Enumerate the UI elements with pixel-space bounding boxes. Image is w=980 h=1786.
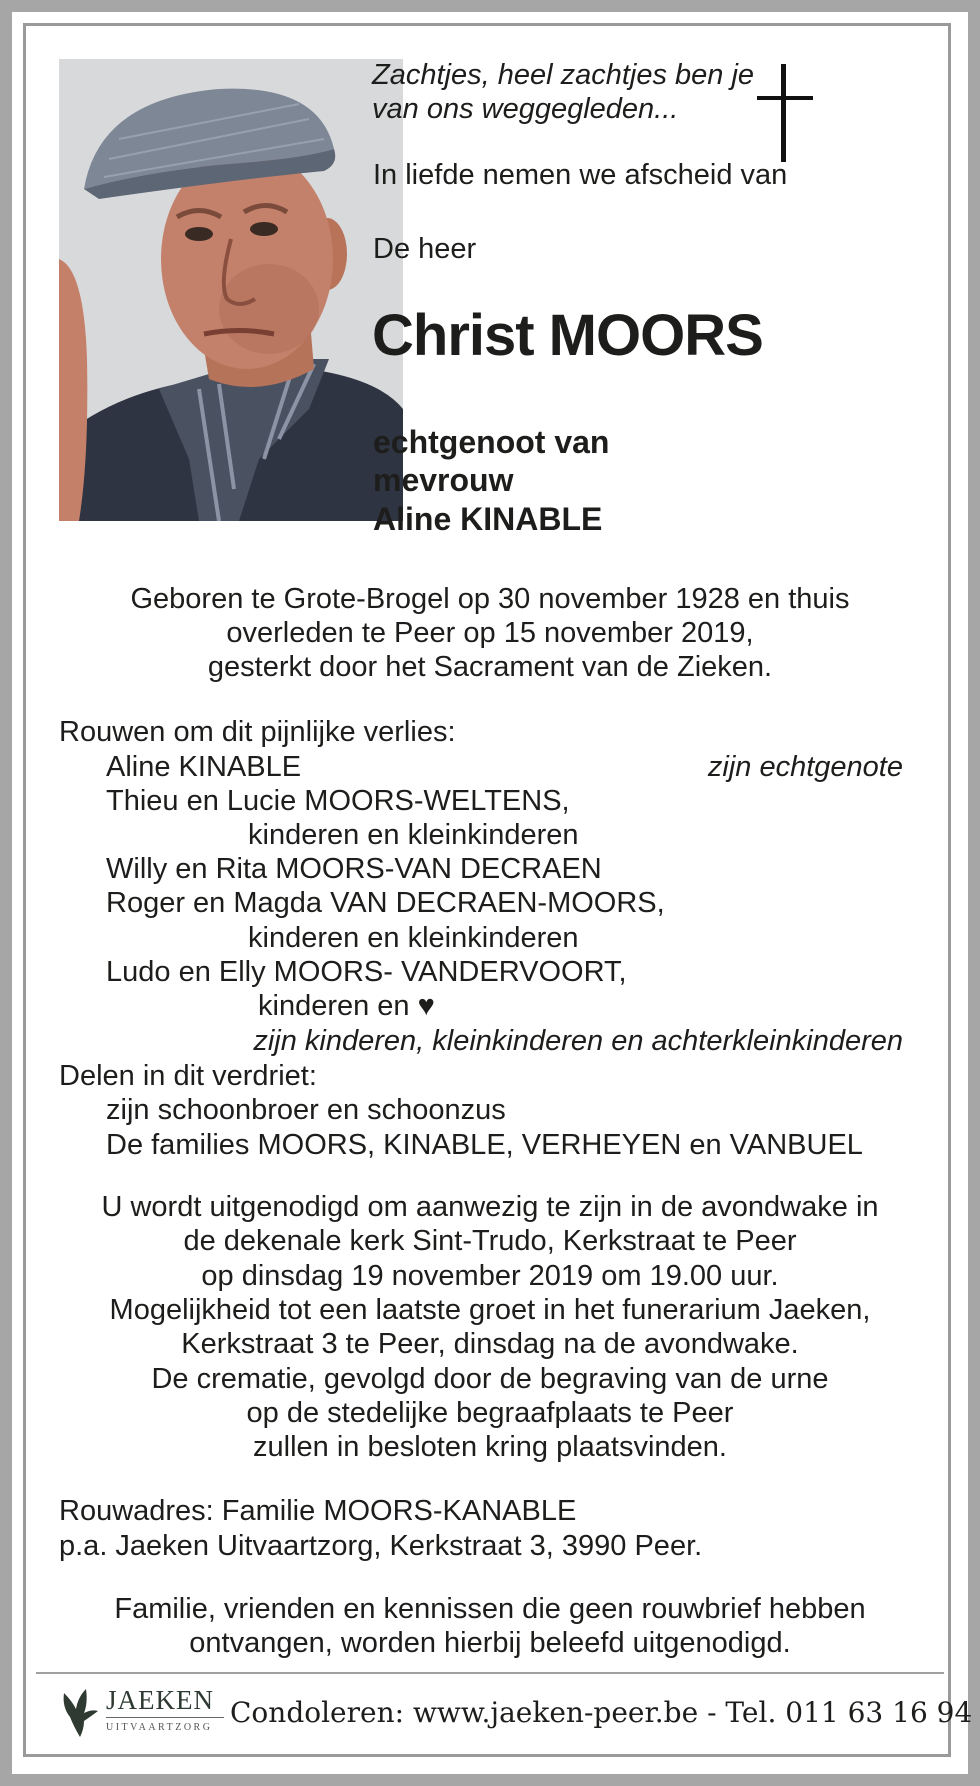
dove-icon	[60, 1687, 100, 1739]
logo-subtitle: UITVAARTZORG	[106, 1722, 213, 1733]
logo-name: JAEKEN	[106, 1685, 214, 1715]
footer-divider	[36, 1672, 944, 1674]
mourner-family-2: Willy en Rita MOORS-VAN DECRAEN	[106, 853, 602, 885]
ceremony-line-3: op dinsdag 19 november 2019 om 19.00 uur.	[201, 1260, 779, 1292]
mourner-family-3-sub: kinderen en kleinkinderen	[248, 922, 579, 954]
ceremony-line-6: De crematie, gevolgd door de begraving van de urne	[151, 1363, 829, 1395]
deceased-name: Christ MOORS	[372, 303, 763, 368]
mourners-heading: Rouwen om dit pijnlijke verlies:	[59, 716, 456, 748]
poem-line-2: van ons weggegleden...	[372, 93, 679, 125]
birth-line-1: Geboren te Grote-Brogel op 30 november 1928 en thuis	[130, 583, 850, 615]
birth-line-3: gesterkt door het Sacrament van de Zieken.	[207, 651, 773, 683]
address-line-1: Rouwadres: Familie MOORS-KANABLE	[59, 1495, 577, 1527]
mourner-family-1-sub: kinderen en kleinkinderen	[248, 819, 579, 851]
ceremony-line-7: op de stedelijke begraafplaats te Peer	[246, 1397, 734, 1429]
ceremony-line-1: U wordt uitgenodigd om aanwezig te zijn in de avondwake in	[101, 1191, 879, 1223]
mourner-spouse-role: zijn echtgenote	[707, 751, 903, 783]
latin-cross-icon	[757, 64, 813, 162]
mourner-family-4-sub: kinderen en ♥	[258, 990, 435, 1022]
salutation: De heer	[373, 233, 477, 265]
spouse-line-1: echtgenoot van	[373, 424, 610, 460]
mourner-summary: zijn kinderen, kleinkinderen en achterkleinkinderen	[253, 1025, 903, 1057]
portrait-illustration	[59, 59, 403, 521]
spouse-line-3: Aline KINABLE	[373, 501, 603, 537]
ceremony-line-5: Kerkstraat 3 te Peer, dinsdag na de avondwake.	[181, 1328, 799, 1360]
logo-rule	[106, 1717, 224, 1718]
sharing-line-1: zijn schoonbroer en schoonzus	[106, 1094, 506, 1126]
poem-line-1: Zachtjes, heel zachtjes ben je	[372, 59, 755, 91]
condolence-line: Condoleren: www.jaeken-peer.be - Tel. 011 63 16 94	[230, 1696, 973, 1729]
ceremony-line-2: de dekenale kerk Sint-Trudo, Kerkstraat te Peer	[183, 1225, 797, 1257]
portrait-photo	[59, 59, 403, 521]
mourner-family-1: Thieu en Lucie MOORS-WELTENS,	[106, 785, 570, 817]
mourner-family-4: Ludo en Elly MOORS- VANDERVOORT,	[106, 956, 627, 988]
sharing-line-2: De families MOORS, KINABLE, VERHEYEN en VANBUEL	[106, 1129, 863, 1161]
sharing-heading: Delen in dit verdriet:	[59, 1060, 317, 1092]
ceremony-line-8: zullen in besloten kring plaatsvinden.	[253, 1431, 727, 1463]
address-line-2: p.a. Jaeken Uitvaartzorg, Kerkstraat 3, 3990 Peer.	[59, 1530, 703, 1562]
ceremony-line-4: Mogelijkheid tot een laatste groet in het funerarium Jaeken,	[109, 1294, 871, 1326]
closing-line-2: ontvangen, worden hierbij beleefd uitgenodigd.	[189, 1627, 791, 1659]
closing-line-1: Familie, vrienden en kennissen die geen rouwbrief hebben	[114, 1593, 866, 1625]
death-notice-sheet	[12, 12, 973, 1774]
mourner-family-3: Roger en Magda VAN DECRAEN-MOORS,	[106, 887, 665, 919]
farewell-line: In liefde nemen we afscheid van	[373, 159, 788, 191]
spouse-line-2: mevrouw	[373, 462, 514, 498]
mourner-spouse-name: Aline KINABLE	[106, 751, 302, 783]
birth-line-2: overleden te Peer op 15 november 2019,	[226, 617, 754, 649]
